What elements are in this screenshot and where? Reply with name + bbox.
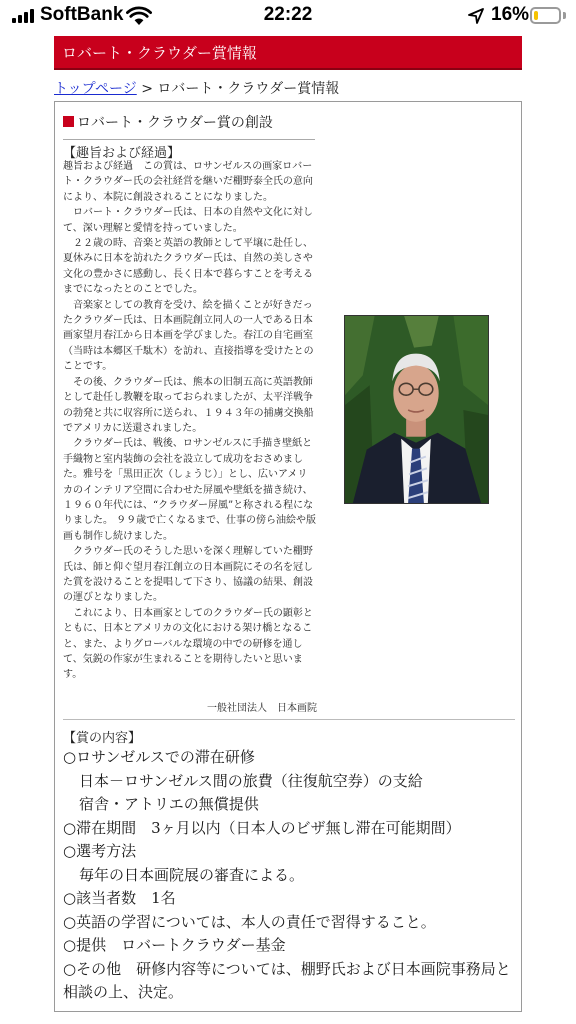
award-item: 宿舎・アトリエの無償提供 [79, 795, 259, 813]
history-paragraph: ２２歳の時、音楽と英語の教師として平壌に赴任し、夏休みに日本を訪れたクラウダー氏は、自然の美しさや文化の豊かさに感動し、長く日本で暮らすことを考えるまでになったとのことでした。 [63, 238, 313, 296]
page-header: ロバート・クラウダー賞情報 [54, 36, 522, 70]
portrait-photo [344, 315, 489, 504]
clock: 22:22 [263, 4, 313, 25]
content-box [54, 101, 522, 1012]
breadcrumb-home-link[interactable]: トップページ [54, 81, 137, 97]
battery-fill [534, 11, 538, 20]
award-item: ○滞在期間 3ヶ月以内（日本人のビザ無し滞在可能期間） [63, 818, 461, 837]
history-body [63, 159, 317, 683]
status-bar [0, 0, 576, 32]
breadcrumb [54, 78, 339, 98]
battery-tip [563, 12, 566, 19]
red-square-icon [63, 116, 74, 127]
award-list [63, 746, 515, 1005]
award-item: ○英語の学習については、本人の責任で習得すること。 [63, 912, 436, 931]
history-paragraph: 趣旨および経過 この賞は、ロサンゼルスの画家ロバート・クラウダー氏の会社経営を継いだ棚野泰全氏の意向により、本院に創設されることになりました。 [63, 161, 313, 203]
award-item: ○ロサンゼルスでの滞在研修 [63, 748, 255, 766]
battery-icon [530, 7, 561, 24]
history-paragraph: その後、クラウダー氏は、熊本の旧制五高に英語教師として赴任し教鞭を取っておられましたが、太平洋戦争の勃発と共に収容所に送られ、１９４３年の捕虜交換船でアメリカに送還されました。 [63, 376, 314, 434]
divider [63, 719, 515, 720]
location-arrow-icon [468, 8, 484, 24]
award-item: 日本－ロサンゼルス間の旅費（往復航空券）の支給 [79, 771, 423, 790]
award-item: 毎年の日本画院展の審査による。 [79, 865, 305, 884]
history-paragraph: クラウダー氏のそうした思いを深く理解していた棚野氏は、師と仰ぐ望月春江創立の日本画院にその名を冠した賞を設けることを提唱して下さり、協議の結果、創設の運びとなりました。 [63, 546, 313, 604]
carrier-name: SoftBank [40, 4, 124, 25]
battery-percent: 16% [491, 4, 530, 25]
history-paragraph: これにより、日本画家としてのクラウダー氏の顕彰とともに、日本とアメリカの文化における架け橋となること、また、よりグローバルな環境の中での研修を通して、気鋭の作家が生まれることを期待したいと思います。 [63, 607, 313, 681]
breadcrumb-separator: > [141, 81, 153, 97]
signature: 一般社団法人 日本画院 [207, 703, 317, 714]
breadcrumb-current: ロバート・クラウダー賞情報 [157, 81, 340, 97]
award-heading: 【賞の内容】 [63, 731, 142, 746]
award-item: ○その他 研修内容等については、棚野氏および日本画院事務局と相談の上、決定。 [63, 959, 511, 1001]
history-paragraph: クラウダー氏は、戦後、ロサンゼルスに手描き壁紙と手織物と室内装飾の会社を設立して成功をおさめました。雅号を「黒田正次（しょうじ）」とし、広いアメリカのインテリア空間に合わせた屏風や壁紙を描き続け、１９６０年代には、“クラウダー屏風”と称される程になりました。 ９９歳で亡くなるまで、仕事の傍ら油絵や版画も制作し続けました。 [63, 438, 316, 542]
award-item: ○提供 ロバートクラウダー基金 [63, 936, 286, 954]
section-title [63, 112, 315, 140]
history-paragraph: ロバート・クラウダー氏は、日本の自然や文化に対して、深い理解と愛情を持っていました。 [63, 207, 313, 234]
history-heading: 【趣旨および経過】 [63, 146, 181, 161]
award-item: ○該当者数 1名 [63, 889, 176, 907]
section-title-text: ロバート・クラウダー賞の創設 [77, 115, 273, 131]
award-item: ○選考方法 [63, 842, 137, 860]
history-paragraph: 音楽家としての教育を受け、絵を描くことが好きだったクラウダー氏は、日本画院創立同人の一人である日本画家望月春江から日本画を学びました。春江の自宅画室（当時は本郷区千駄木）を訪れ、直接指導を受けたとのことです。 [63, 299, 314, 373]
